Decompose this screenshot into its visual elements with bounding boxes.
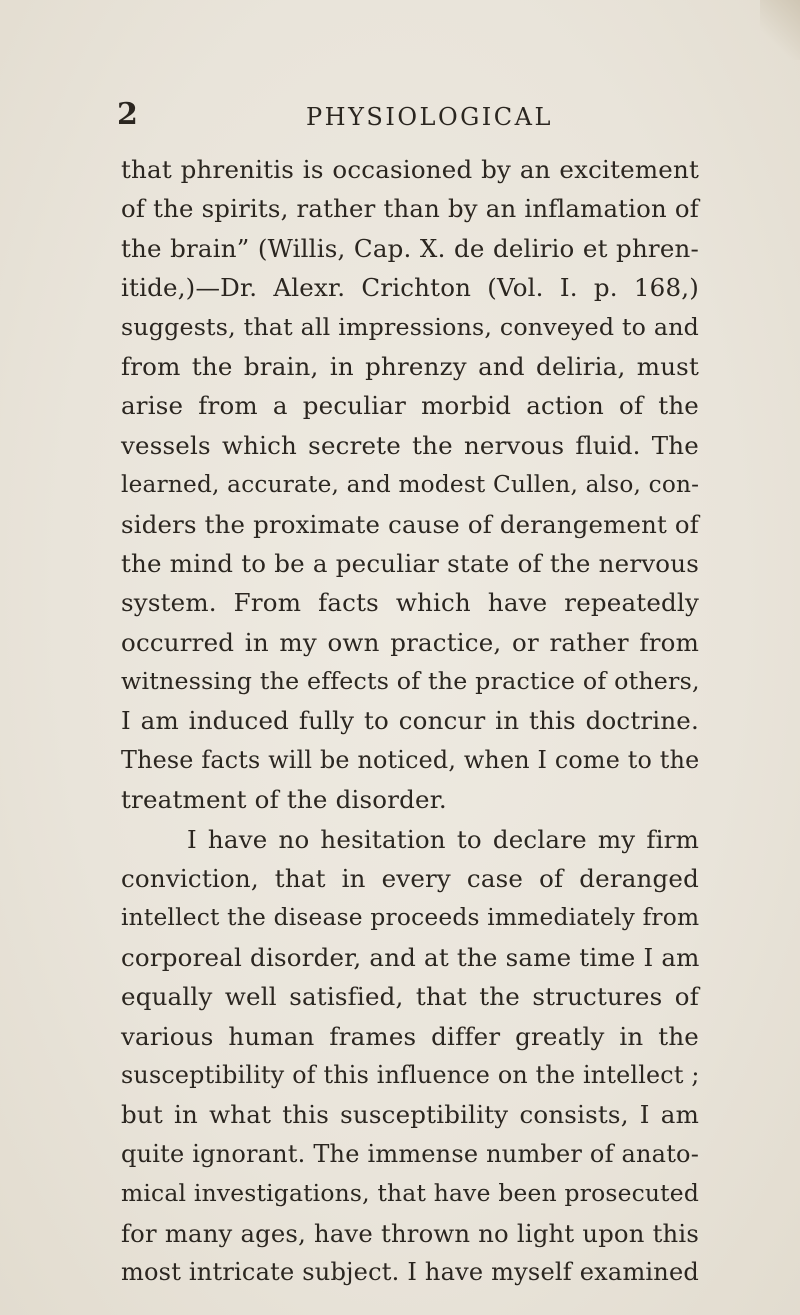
text-line: witnessing the effects of the practice of others, [121,667,700,696]
text-line: arise from a peculiar morbid action of the [121,391,699,421]
text-line: corporeal disorder, and at the same time I am [121,942,700,972]
text-line: These facts will be noticed, when I come to the [121,745,700,774]
text-line: I am induced fully to concur in this doctrine. [121,706,699,736]
paragraph-start-line: I have no hesitation to declare my firm [187,824,699,854]
text-line: the mind to be a peculiar state of the nervous [121,548,699,578]
text-line: equally well satisfied, that the structures of [121,982,699,1012]
text-line: conviction, that in every case of deranged [121,864,699,894]
text-line: system. From facts which have repeatedly [121,588,699,618]
page-corner-shadow [760,0,800,60]
text-line: but in what this susceptibility consists, I am [121,1100,699,1130]
text-line: various human frames differ greatly in the [121,1021,699,1051]
text-line: suggests, that all impressions, conveyed to and [121,312,699,341]
text-line: that phrenitis is occasioned by an excitement [121,155,699,184]
text-line: itide,)—Dr. Alexr. Crichton (Vol. I. p. 168,) [121,273,699,303]
text-line: learned, accurate, and modest Cullen, also, con- [121,471,700,499]
text-line: most intricate subject. I have myself examined [121,1257,699,1286]
text-line: intellect the disease proceeds immediately from [121,904,700,932]
text-line: siders the proximate cause of derangement of [121,509,699,539]
text-line: vessels which secrete the nervous fluid. The [121,430,699,460]
text-line: of the spirits, rather than by an inflamation of [121,194,699,224]
page-number: 2 [117,97,138,132]
body-text [121,150,699,1292]
running-head: PHYSIOLOGICAL [306,103,553,131]
text-line: mical investigations, that have been prosecuted [121,1179,699,1208]
paragraph-end-line: treatment of the disorder. [121,785,447,815]
text-line: quite ignorant. The immense number of anato- [121,1139,699,1168]
text-line: susceptibility of this influence on the intellect ; [121,1060,700,1089]
text-line: from the brain, in phrenzy and deliria, must [121,351,699,381]
text-line: the brain” (Willis, Cap. X. de delirio et phren- [121,233,699,263]
text-line: occurred in my own practice, or rather from [121,627,699,657]
text-line: for many ages, have thrown no light upon this [121,1218,699,1248]
